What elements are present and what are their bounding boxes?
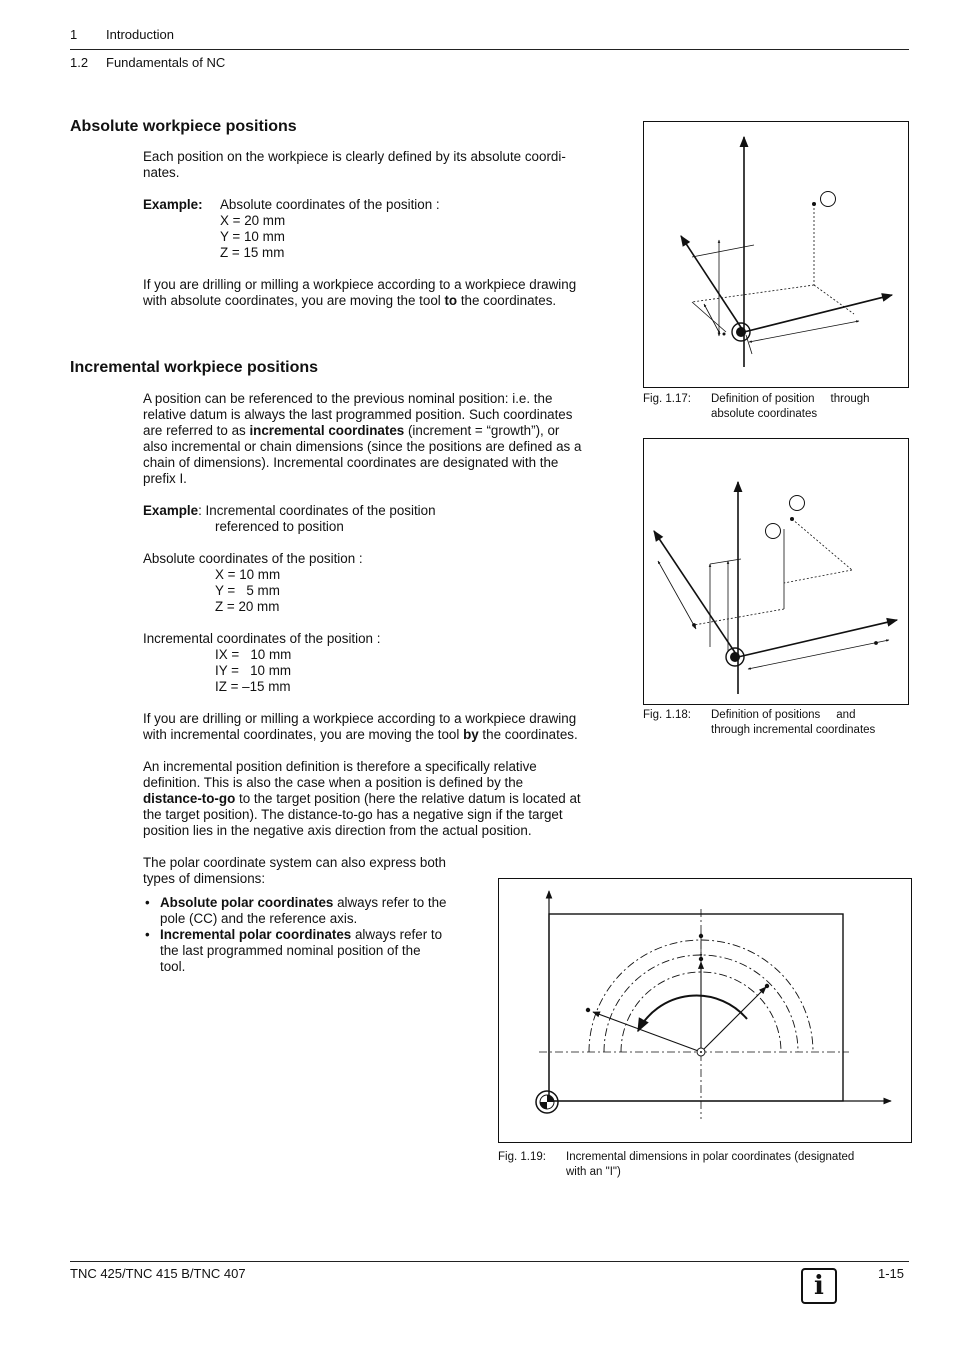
absolute-example-label — [143, 197, 203, 213]
paragraph-line: The polar coordinate system can also express both — [143, 855, 446, 870]
value-line: Y = 5 mm — [215, 583, 280, 598]
section-title: Fundamentals of NC — [106, 55, 226, 70]
values-heading: Incremental coordinates of the position : — [143, 631, 381, 646]
paragraph-line: A position can be referenced to the previous nominal position: i.e. the — [143, 391, 553, 406]
header-chapter — [70, 27, 174, 42]
absolute-intro-line: nates. — [143, 165, 180, 180]
header-rule — [70, 49, 909, 50]
text-run: always refer to — [351, 927, 443, 942]
example-line: Absolute coordinates of the position : — [220, 197, 440, 212]
value-line: IX = 10 mm — [215, 647, 292, 662]
figure-1-19-drawing — [499, 879, 913, 1144]
text-run: to the target position (here the relative datum is located at — [235, 791, 581, 806]
paragraph-line: prefix I. — [143, 471, 187, 486]
figure-1-18-caption — [643, 708, 875, 738]
absolute-paragraph — [143, 277, 576, 309]
paragraph-line: If you are drilling or milling a workpiece according to a workpiece drawing — [143, 277, 577, 292]
text-run: the last programmed nominal position of the — [160, 943, 421, 958]
caption-text: Definition of position through — [711, 393, 870, 405]
absolute-heading: Absolute workpiece positions — [70, 118, 297, 135]
incremental-paragraph-3 — [143, 759, 581, 839]
paragraph-line: If you are drilling or milling a workpiece according to a workpiece drawing — [143, 711, 577, 726]
text-run: (increment = “growth”), or — [404, 423, 560, 438]
example-line: Z = 15 mm — [220, 245, 285, 260]
paragraph-line: the target position). The distance-to-go has a negative sign if the target — [143, 807, 563, 822]
info-icon — [801, 1268, 837, 1304]
caption-text: with an "I") — [566, 1166, 621, 1178]
caption-text: Definition of positions and — [711, 709, 856, 721]
figure-1-17 — [643, 121, 909, 388]
text-run: : Incremental coordinates of the position — [198, 503, 436, 518]
bold-run: Incremental polar coordinates — [160, 927, 352, 942]
list-item — [143, 895, 447, 927]
caption-number: Fig. 1.18: — [643, 709, 691, 721]
example-label: Example — [143, 503, 199, 518]
absolute-intro — [143, 149, 566, 181]
polar-bullet-list — [143, 895, 447, 975]
figure-1-19-caption — [498, 1150, 854, 1180]
value-line: Z = 20 mm — [215, 599, 280, 614]
example-label: Example: — [143, 197, 203, 212]
incremental-incremental-values — [143, 631, 380, 695]
header-section — [70, 55, 226, 70]
bold-run: by — [463, 727, 479, 742]
caption-number: Fig. 1.19: — [498, 1151, 546, 1163]
text-run: the coordinates. — [457, 293, 557, 308]
caption-number: Fig. 1.17: — [643, 393, 691, 405]
absolute-example — [220, 197, 440, 261]
paragraph-line: An incremental position definition is therefore a specifically relative — [143, 759, 537, 774]
incremental-example — [143, 503, 436, 535]
paragraph-line: position lies in the negative axis direction from the actual position. — [143, 823, 532, 838]
values-heading: Absolute coordinates of the position : — [143, 551, 363, 566]
paragraph-line: definition. This is also the case when a position is defined by the — [143, 775, 524, 790]
figure-1-18 — [643, 438, 909, 705]
paragraph-line — [143, 423, 581, 439]
chapter-number: 1 — [70, 27, 78, 42]
caption-text: absolute coordinates — [711, 408, 818, 420]
value-line: IZ = –15 mm — [215, 679, 291, 694]
footer-page-number: 1-15 — [878, 1266, 905, 1281]
paragraph-line — [143, 791, 581, 807]
example-line — [143, 503, 436, 519]
paragraph-line: also incremental or chain dimensions (since the positions are defined as a — [143, 439, 582, 454]
absolute-intro-line: Each position on the workpiece is clearly defined by its absolute coordi- — [143, 149, 566, 164]
paragraph-line — [143, 727, 578, 743]
paragraph-line: types of dimensions: — [143, 871, 266, 886]
text-run: with incremental coordinates, you are moving the tool — [143, 727, 464, 742]
paragraph-line: relative datum is always the last programmed position. Such coordinates — [143, 407, 573, 422]
section-number: 1.2 — [70, 55, 89, 70]
polar-intro — [143, 855, 446, 887]
caption-text: through incremental coordinates — [711, 724, 876, 736]
list-item — [143, 927, 447, 975]
text-run: are referred to as — [143, 423, 250, 438]
incremental-heading: Incremental workpiece positions — [70, 359, 319, 376]
example-line: X = 20 mm — [220, 213, 286, 228]
figure-1-18-drawing — [644, 439, 910, 706]
bold-run: incremental coordinates — [249, 423, 405, 438]
figure-1-17-caption — [643, 392, 870, 422]
bold-run: Absolute polar coordinates — [160, 895, 334, 910]
text-run: tool. — [160, 959, 186, 974]
value-line: IY = 10 mm — [215, 663, 292, 678]
text-run: the coordinates. — [478, 727, 578, 742]
footer-model: TNC 425/TNC 415 B/TNC 407 — [70, 1266, 246, 1281]
incremental-paragraph-2 — [143, 711, 578, 743]
figure-1-19 — [498, 878, 912, 1143]
figure-1-17-drawing — [644, 122, 910, 389]
paragraph-line — [143, 293, 576, 309]
incremental-paragraph-1 — [143, 391, 581, 487]
value-line: X = 10 mm — [215, 567, 281, 582]
paragraph-line: chain of dimensions). Incremental coordinates are designated with the — [143, 455, 559, 470]
text-run: always refer to the — [333, 895, 447, 910]
text-run: pole (CC) and the reference axis. — [160, 911, 358, 926]
caption-text: Incremental dimensions in polar coordinates (designated — [566, 1151, 855, 1163]
chapter-title: Introduction — [106, 27, 174, 42]
bold-run: to — [444, 293, 458, 308]
example-line: referenced to position — [215, 519, 344, 534]
footer-rule — [70, 1261, 909, 1262]
example-line: Y = 10 mm — [220, 229, 285, 244]
incremental-absolute-values — [143, 551, 363, 615]
info-glyph: i — [814, 1271, 824, 1301]
bold-run: distance-to-go — [143, 791, 236, 806]
text-run: with absolute coordinates, you are moving the tool — [143, 293, 445, 308]
